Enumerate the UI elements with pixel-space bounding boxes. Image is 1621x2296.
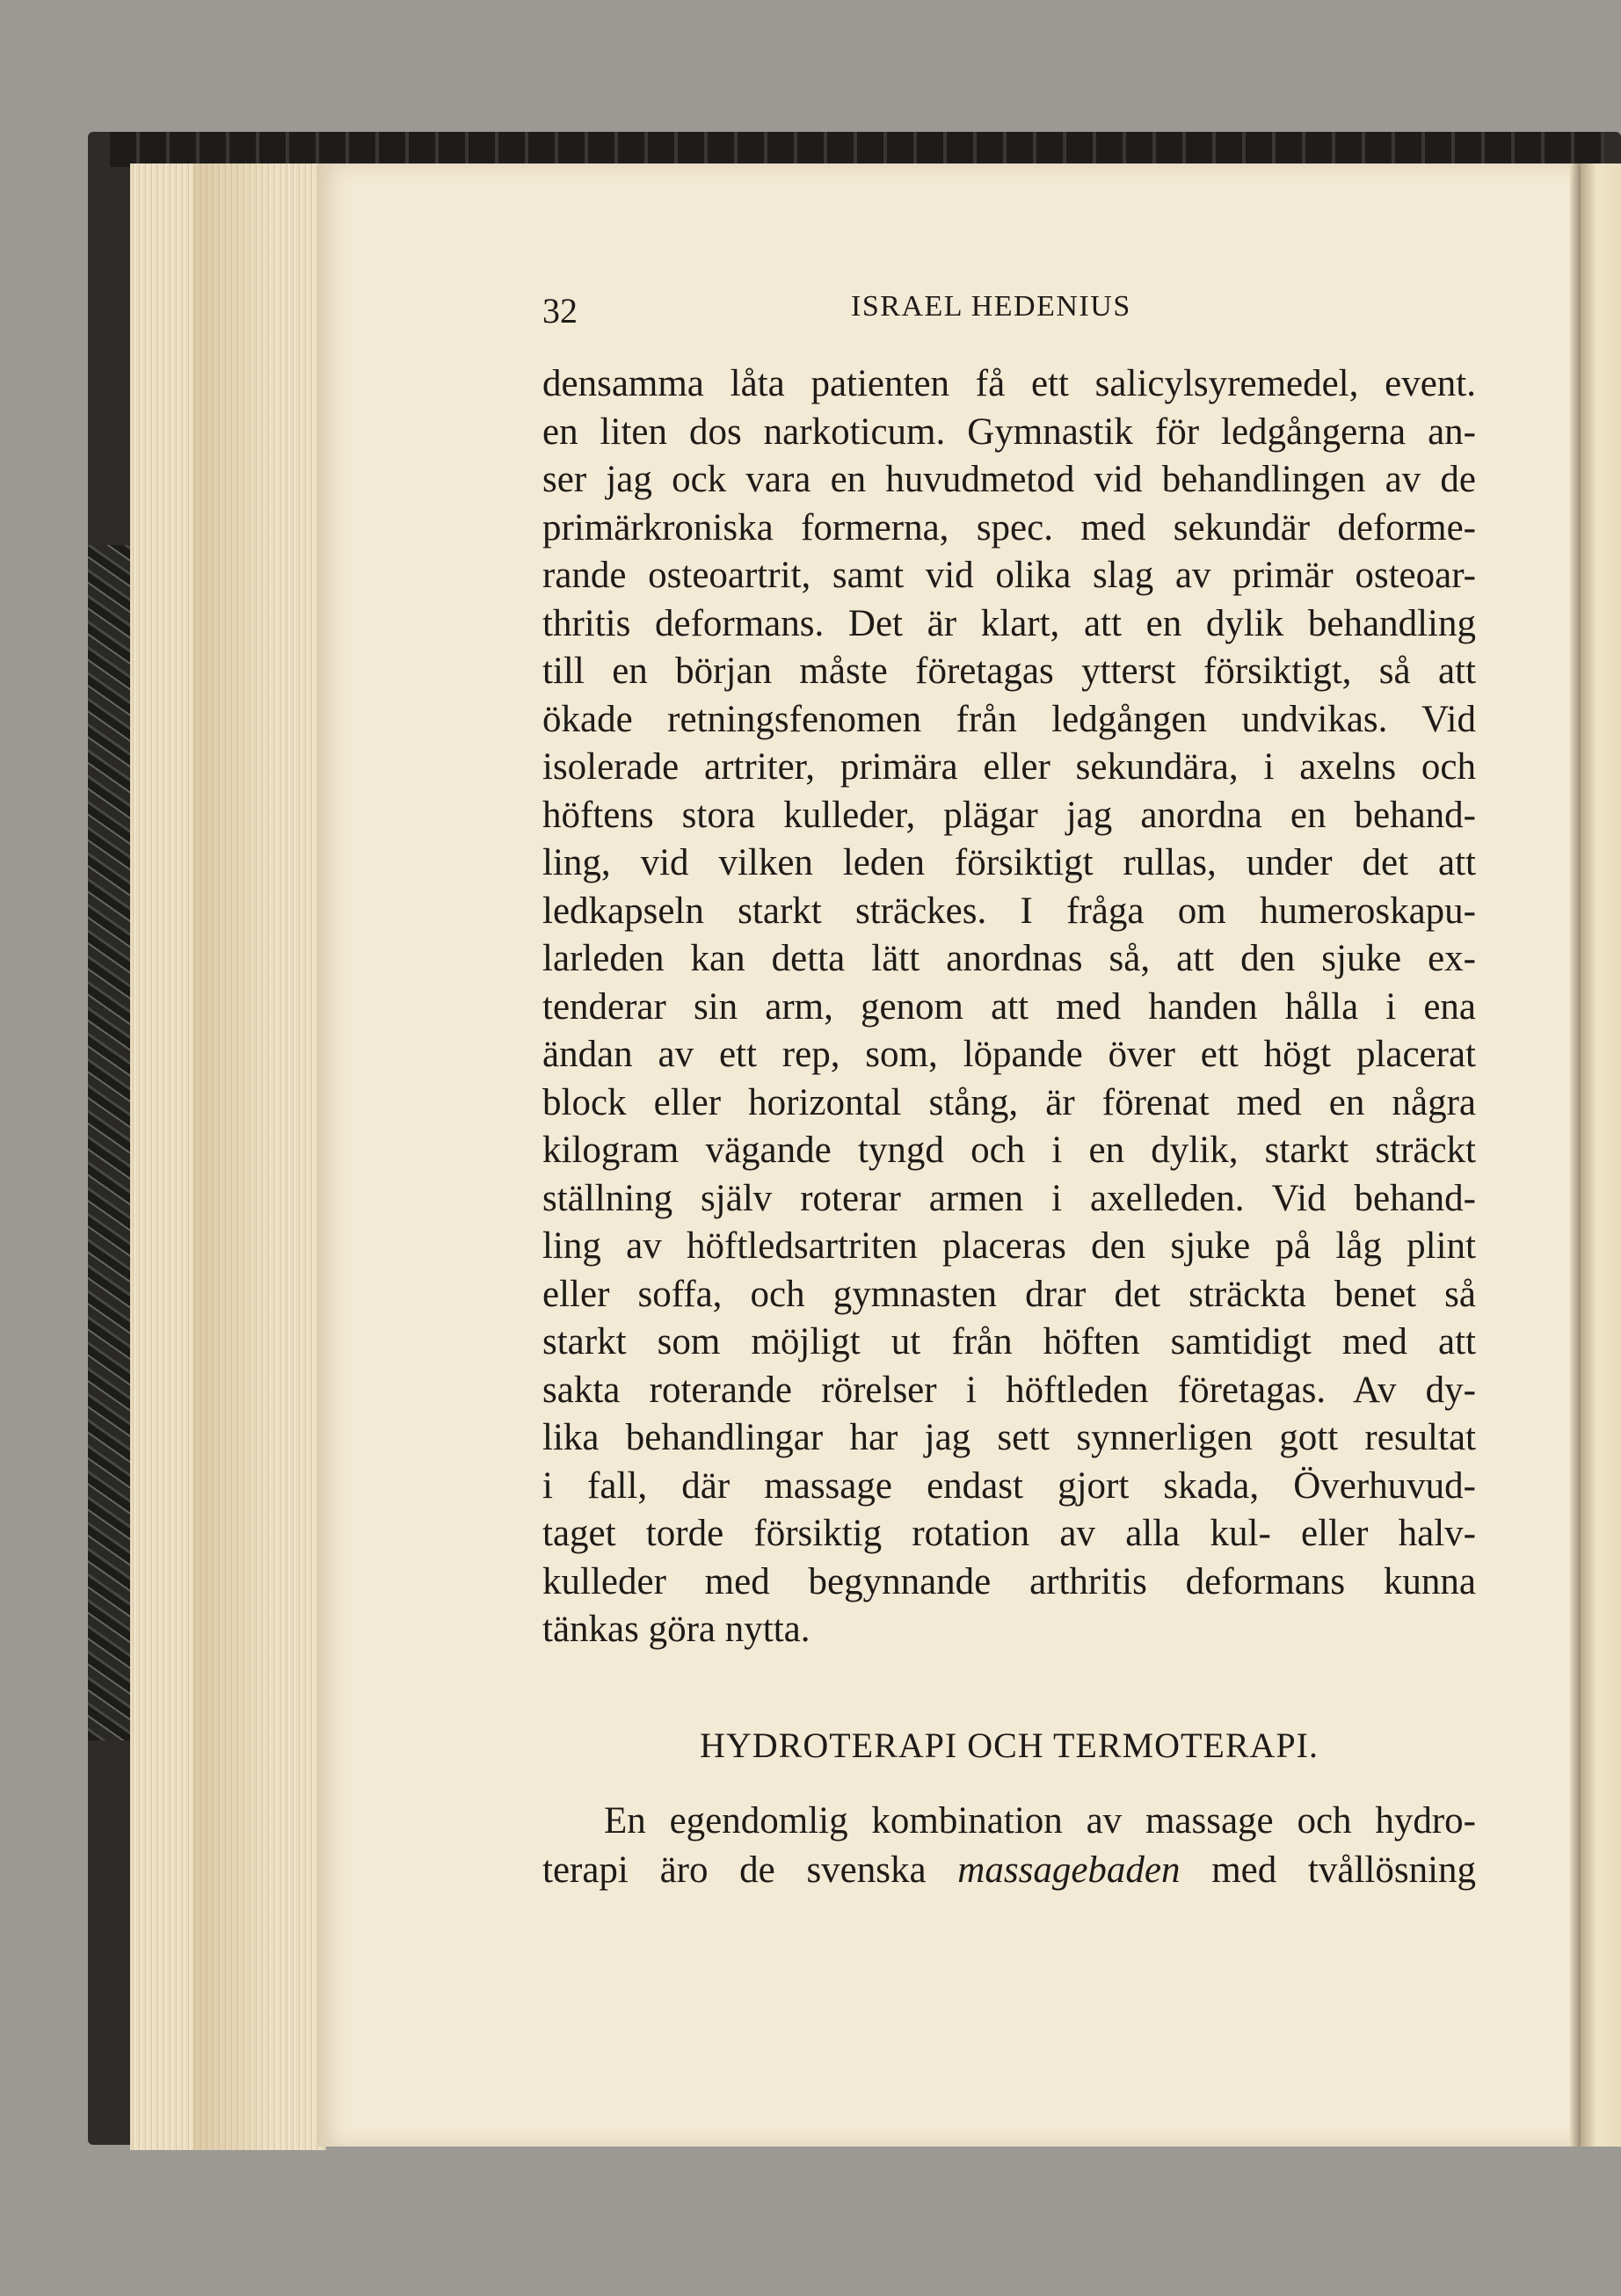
text-line: densamma låta patienten få ett salicylsyremedel, event. — [542, 363, 1476, 404]
text-line: thritis deformans. Det är klart, att en dylik behandling — [542, 602, 1476, 644]
cover-top-edge — [110, 132, 1604, 167]
text-line: kulleder med begynnande arthritis deformans kunna — [542, 1560, 1476, 1602]
page-number: 32 — [542, 291, 578, 331]
text-line: i fall, där massage endast gjort skada, Överhuvud- — [542, 1464, 1476, 1507]
text-line: starkt som möjligt ut från höften samtidigt med att — [542, 1321, 1476, 1362]
text-line: ledkapseln starkt sträckes. I fråga om humeroskapu- — [542, 890, 1476, 932]
text-span: med tvållösning — [1211, 1849, 1477, 1891]
text-line: ställning själv roterar armen i axelleden. Vid behand- — [542, 1177, 1476, 1219]
text-line: En egendomlig kombination av massage och hydro- — [604, 1800, 1476, 1842]
section-heading: HYDROTERAPI OCH TERMOTERAPI. — [700, 1726, 1319, 1765]
text-line: lika behandlingar har jag sett synnerligen gott resultat — [542, 1417, 1476, 1458]
text-line: taget torde försiktig rotation av alla kul- eller halv- — [542, 1513, 1476, 1554]
text-line: ökade retningsfenomen från ledgången undvikas. Vid — [542, 698, 1476, 740]
text-line: tänkas göra nytta. — [542, 1609, 810, 1650]
body-paragraph — [542, 1797, 1476, 1895]
text-line: sakta roterande rörelser i höftleden företagas. Av dy- — [542, 1369, 1476, 1411]
page-stack-shadow — [193, 163, 281, 2150]
text-span: terapi äro de svenska — [542, 1849, 927, 1891]
text-line: primärkroniska formerna, spec. med sekundär deforme- — [542, 506, 1476, 549]
text-line: ling, vid vilken leden försiktigt rullas, under det att — [542, 842, 1476, 883]
text-line — [542, 1846, 1476, 1895]
text-line: ling av höftledsartriten placeras den sjuke på låg plint — [542, 1225, 1476, 1267]
running-head: ISRAEL HEDENIUS — [851, 290, 1131, 323]
text-line: höftens stora kulleder, plägar jag anordna en behand- — [542, 794, 1476, 836]
text-line: larleden kan detta lätt anordnas så, att den sjuke ex- — [542, 938, 1476, 979]
text-line: kilogram vägande tyngd och i en dylik, starkt sträckt — [542, 1130, 1476, 1171]
text-line: en liten dos narkoticum. Gymnastik för ledgångerna an- — [542, 411, 1476, 453]
text-line: rande osteoartrit, samt vid olika slag av primär osteoar- — [542, 555, 1476, 596]
text-line: eller soffa, och gymnasten drar det sträckta benet så — [542, 1273, 1476, 1315]
text-line: isolerade artriter, primära eller sekundära, i axelns och — [542, 746, 1476, 788]
text-line: tenderar sin arm, genom att med handen hålla i ena — [542, 985, 1476, 1028]
italic-term: massagebaden — [957, 1849, 1181, 1891]
text-line: block eller horizontal stång, är förenat med en några — [542, 1081, 1476, 1123]
text-line: ser jag ock vara en huvudmetod vid behandlingen av de — [542, 459, 1476, 500]
text-line: ändan av ett rep, som, löpande över ett högt placerat — [542, 1034, 1476, 1075]
body-paragraph — [542, 360, 1476, 1654]
text-line: till en början måste företagas ytterst försiktigt, så att — [542, 650, 1476, 692]
facing-page-edge — [1581, 163, 1621, 2147]
